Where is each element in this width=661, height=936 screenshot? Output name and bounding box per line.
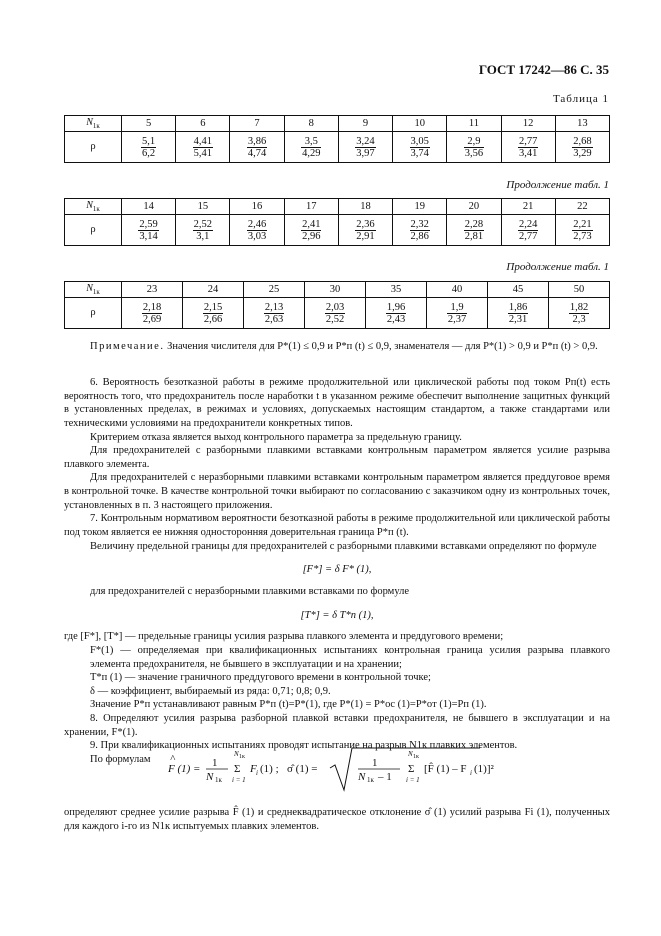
svg-text:[F̂ (1) – F: [F̂ (1) – F	[424, 763, 467, 775]
table-cell: 17	[284, 199, 338, 215]
table-cell: 6	[176, 116, 230, 132]
svg-text:N: N	[358, 771, 366, 783]
table-cell: 20	[447, 199, 501, 215]
body-text	[64, 376, 610, 767]
page-header: ГОСТ 17242—86 С. 35	[478, 62, 609, 77]
svg-text:^: ^	[170, 753, 175, 765]
svg-text:N: N	[234, 750, 239, 758]
table-cell: $\frac{2,21}{2,73}$	[555, 215, 609, 246]
table-cell: $\frac{2,18}{2,69}$	[122, 298, 183, 329]
svg-text:Σ: Σ	[234, 763, 241, 775]
table-cell: 18	[338, 199, 392, 215]
table-cell: 22	[555, 199, 609, 215]
table-cell: $\frac{2,32}{2,86}$	[393, 215, 447, 246]
table-cell: $\frac{3,5}{4,29}$	[284, 132, 338, 163]
row-label-rho: ρ	[65, 298, 122, 329]
table-cell: $\frac{1,9}{2,37}$	[427, 298, 488, 329]
svg-text:N: N	[206, 771, 214, 783]
definition-1: где [F*], [T*] — предельные границы усилия разрыва плавкого элемента и преддугового времени;	[64, 631, 504, 643]
table-cell: $\frac{2,41}{2,96}$	[284, 215, 338, 246]
table-cell: $\frac{2,68}{3,29}$	[555, 132, 609, 163]
svg-text:σ̂ (1) =: σ̂ (1) =	[287, 763, 318, 775]
table-cell: 35	[366, 282, 427, 298]
paragraph-9c: определяют среднее усилие разрыва F̂ (1) и среднеквадратическое отклонение σ̂ (1) усилий разрыва Fi (1), полученных для каждого i-го из N1к испытуемых плавких элементов.	[64, 807, 610, 832]
table-cell: 23	[122, 282, 183, 298]
table-cell: $\frac{4,41}{5,41}$	[176, 132, 230, 163]
definition-2: F*(1) — определяемая при квалификационных испытаниях контрольная граница усилия разрыва плавкого элемента предохранителя, не бывшего в эксплуатации и на хранении;	[90, 644, 610, 670]
paragraph-9b: По формулам	[90, 754, 151, 766]
table-label: Таблица 1	[552, 93, 609, 105]
paragraph-7b: Величину предельной границы для предохранителей с разборными плавкими вставками определяют по формуле	[90, 540, 597, 552]
svg-text:i: i	[470, 769, 472, 777]
table-continuation-label: Продолжение табл. 1	[506, 261, 609, 273]
row-label-n: $N_{1к}$	[65, 116, 122, 132]
table-cell: $\frac{2,9}{3,56}$	[447, 132, 501, 163]
svg-text:F (1) =: F (1) =	[168, 763, 201, 775]
svg-text:1: 1	[212, 757, 218, 769]
table-cell: 8	[284, 116, 338, 132]
paragraph-7: 7. Контрольным нормативом вероятности безотказной работы в режиме продолжительной или циклической работы под током является ее нижняя односторонняя доверительная граница P*п (t).	[64, 513, 610, 539]
svg-text:(1)]²: (1)]²	[474, 763, 494, 775]
mean-std-formula	[160, 744, 560, 794]
table-cell: $\frac{1,82}{2,3}$	[549, 298, 610, 329]
formula-t: [T*] = δ T*п (1),	[300, 609, 374, 621]
table-part-3	[64, 281, 610, 329]
body-text-end	[64, 806, 610, 833]
definition-4: δ — коэффициент, выбираемый из ряда: 0,71; 0,8; 0,9.	[90, 685, 331, 697]
table-cell: $\frac{3,05}{3,74}$	[393, 132, 447, 163]
table-cell: $\frac{1,86}{2,31}$	[488, 298, 549, 329]
paragraph-6: 6. Вероятность безотказной работы в режиме продолжительной или циклической работы под током Pп(t) есть вероятность того, что предохранитель после наработки t в указанном режиме обеспечит выполнение защитных функций в установленных пределах, в режимах и условиях, допускаемых настоящим стандартом, а также стандартами или техническими условиями на предохранители конкретных типов.	[64, 377, 610, 429]
table-cell: $\frac{2,46}{3,03}$	[230, 215, 284, 246]
table-cell: 13	[555, 116, 609, 132]
table-cell: 10	[393, 116, 447, 132]
paragraph-6b: Критерием отказа является выход контрольного параметра за предельную границу.	[90, 431, 462, 443]
table-row	[65, 282, 610, 298]
table-part-2	[64, 198, 610, 246]
table-cell: 24	[183, 282, 244, 298]
paragraph-8: 8. Определяют усилия разрыва разборной плавкой вставки предохранителя, не бывшего в эксплуатации и на хранении, F*(1).	[64, 713, 610, 738]
table-cell: 12	[501, 116, 555, 132]
table-continuation-label: Продолжение табл. 1	[506, 179, 609, 191]
table-cell: 9	[338, 116, 392, 132]
svg-text:i = 1: i = 1	[232, 776, 246, 784]
table-cell: $\frac{3,86}{4,74}$	[230, 132, 284, 163]
paragraph-value: Значение P*п устанавливают равным P*п (t)=P*(1), где P*(1) = P*oc (1)=P*oт (1)=Pп (1).	[90, 699, 487, 711]
svg-text:(1) ;: (1) ;	[260, 763, 279, 775]
table-cell: 25	[244, 282, 305, 298]
row-label-rho: ρ	[65, 215, 122, 246]
table-cell: 50	[549, 282, 610, 298]
table-cell: 16	[230, 199, 284, 215]
table-row	[65, 132, 610, 163]
table-cell: $\frac{2,24}{2,77}$	[501, 215, 555, 246]
table-cell: 40	[427, 282, 488, 298]
table-cell: $\frac{2,36}{2,91}$	[338, 215, 392, 246]
note-text: Значения числителя для P*(1) ≤ 0,9 и P*п (t) ≤ 0,9, знаменателя — для P*(1) > 0,9 и P*п (t) > 0,9.	[167, 341, 598, 352]
table-cell: $\frac{1,96}{2,43}$	[366, 298, 427, 329]
table-row	[65, 298, 610, 329]
table-cell: 30	[305, 282, 366, 298]
table-cell: $\frac{2,28}{2,81}$	[447, 215, 501, 246]
row-label-n: $N_{1к}$	[65, 199, 122, 215]
svg-text:1к: 1к	[367, 776, 374, 784]
formula-f: [F*] = δ F* (1),	[302, 564, 372, 576]
paragraph-9: 9. При квалификационных испытаниях проводят испытание на разрыв N1к плавких элементов.	[90, 740, 518, 752]
table-row	[65, 215, 610, 246]
table-cell: 19	[393, 199, 447, 215]
table-cell: 11	[447, 116, 501, 132]
definition-3: T*п (1) — значение граничного преддугового времени в контрольной точке;	[90, 672, 431, 684]
svg-text:i = 1: i = 1	[406, 776, 420, 784]
paragraph-6c: Для предохранителей с разборными плавкими вставками контрольным параметром является усилие разрыва плавкого элемента.	[64, 445, 610, 470]
table-cell: 45	[488, 282, 549, 298]
row-label-rho: ρ	[65, 132, 122, 163]
table-cell: $\frac{3,24}{3,97}$	[338, 132, 392, 163]
table-cell: $\frac{2,13}{2,63}$	[244, 298, 305, 329]
table-row	[65, 116, 610, 132]
svg-text:F: F	[250, 763, 257, 775]
table-cell: 7	[230, 116, 284, 132]
paragraph-6d: Для предохранителей с неразборными плавкими вставками контрольным параметром является преддуговое время в контрольной точке. В качестве контрольной точки выбирают по согласованию с заказчиком одну из контрольных точек, установленных в п. 3 настоящего приложения.	[64, 472, 610, 511]
table-cell: $\frac{5,1}{6,2}$	[122, 132, 176, 163]
note-label: Примечание.	[90, 341, 165, 352]
svg-text:N: N	[408, 750, 413, 758]
row-label-n: $N_{1к}$	[65, 282, 122, 298]
paragraph-7c: для предохранителей с неразборными плавкими вставками по формуле	[90, 585, 410, 597]
svg-text:1к: 1к	[215, 776, 222, 784]
svg-text:i: i	[256, 769, 258, 777]
svg-text:1к: 1к	[239, 754, 245, 760]
table-row	[65, 199, 610, 215]
table-cell: $\frac{2,15}{2,66}$	[183, 298, 244, 329]
table-cell: 21	[501, 199, 555, 215]
table-part-1	[64, 115, 610, 163]
svg-text:1: 1	[372, 757, 378, 769]
svg-text:– 1: – 1	[378, 771, 392, 783]
svg-text:Σ: Σ	[408, 763, 415, 775]
table-cell: 15	[176, 199, 230, 215]
table-cell: $\frac{2,03}{2,52}$	[305, 298, 366, 329]
table-cell: $\frac{2,59}{3,14}$	[122, 215, 176, 246]
table-cell: $\frac{2,77}{3,41}$	[501, 132, 555, 163]
table-note	[64, 340, 610, 354]
table-cell: $\frac{2,52}{3,1}$	[176, 215, 230, 246]
svg-text:1к: 1к	[413, 754, 419, 760]
table-cell: 5	[122, 116, 176, 132]
table-cell: 14	[122, 199, 176, 215]
